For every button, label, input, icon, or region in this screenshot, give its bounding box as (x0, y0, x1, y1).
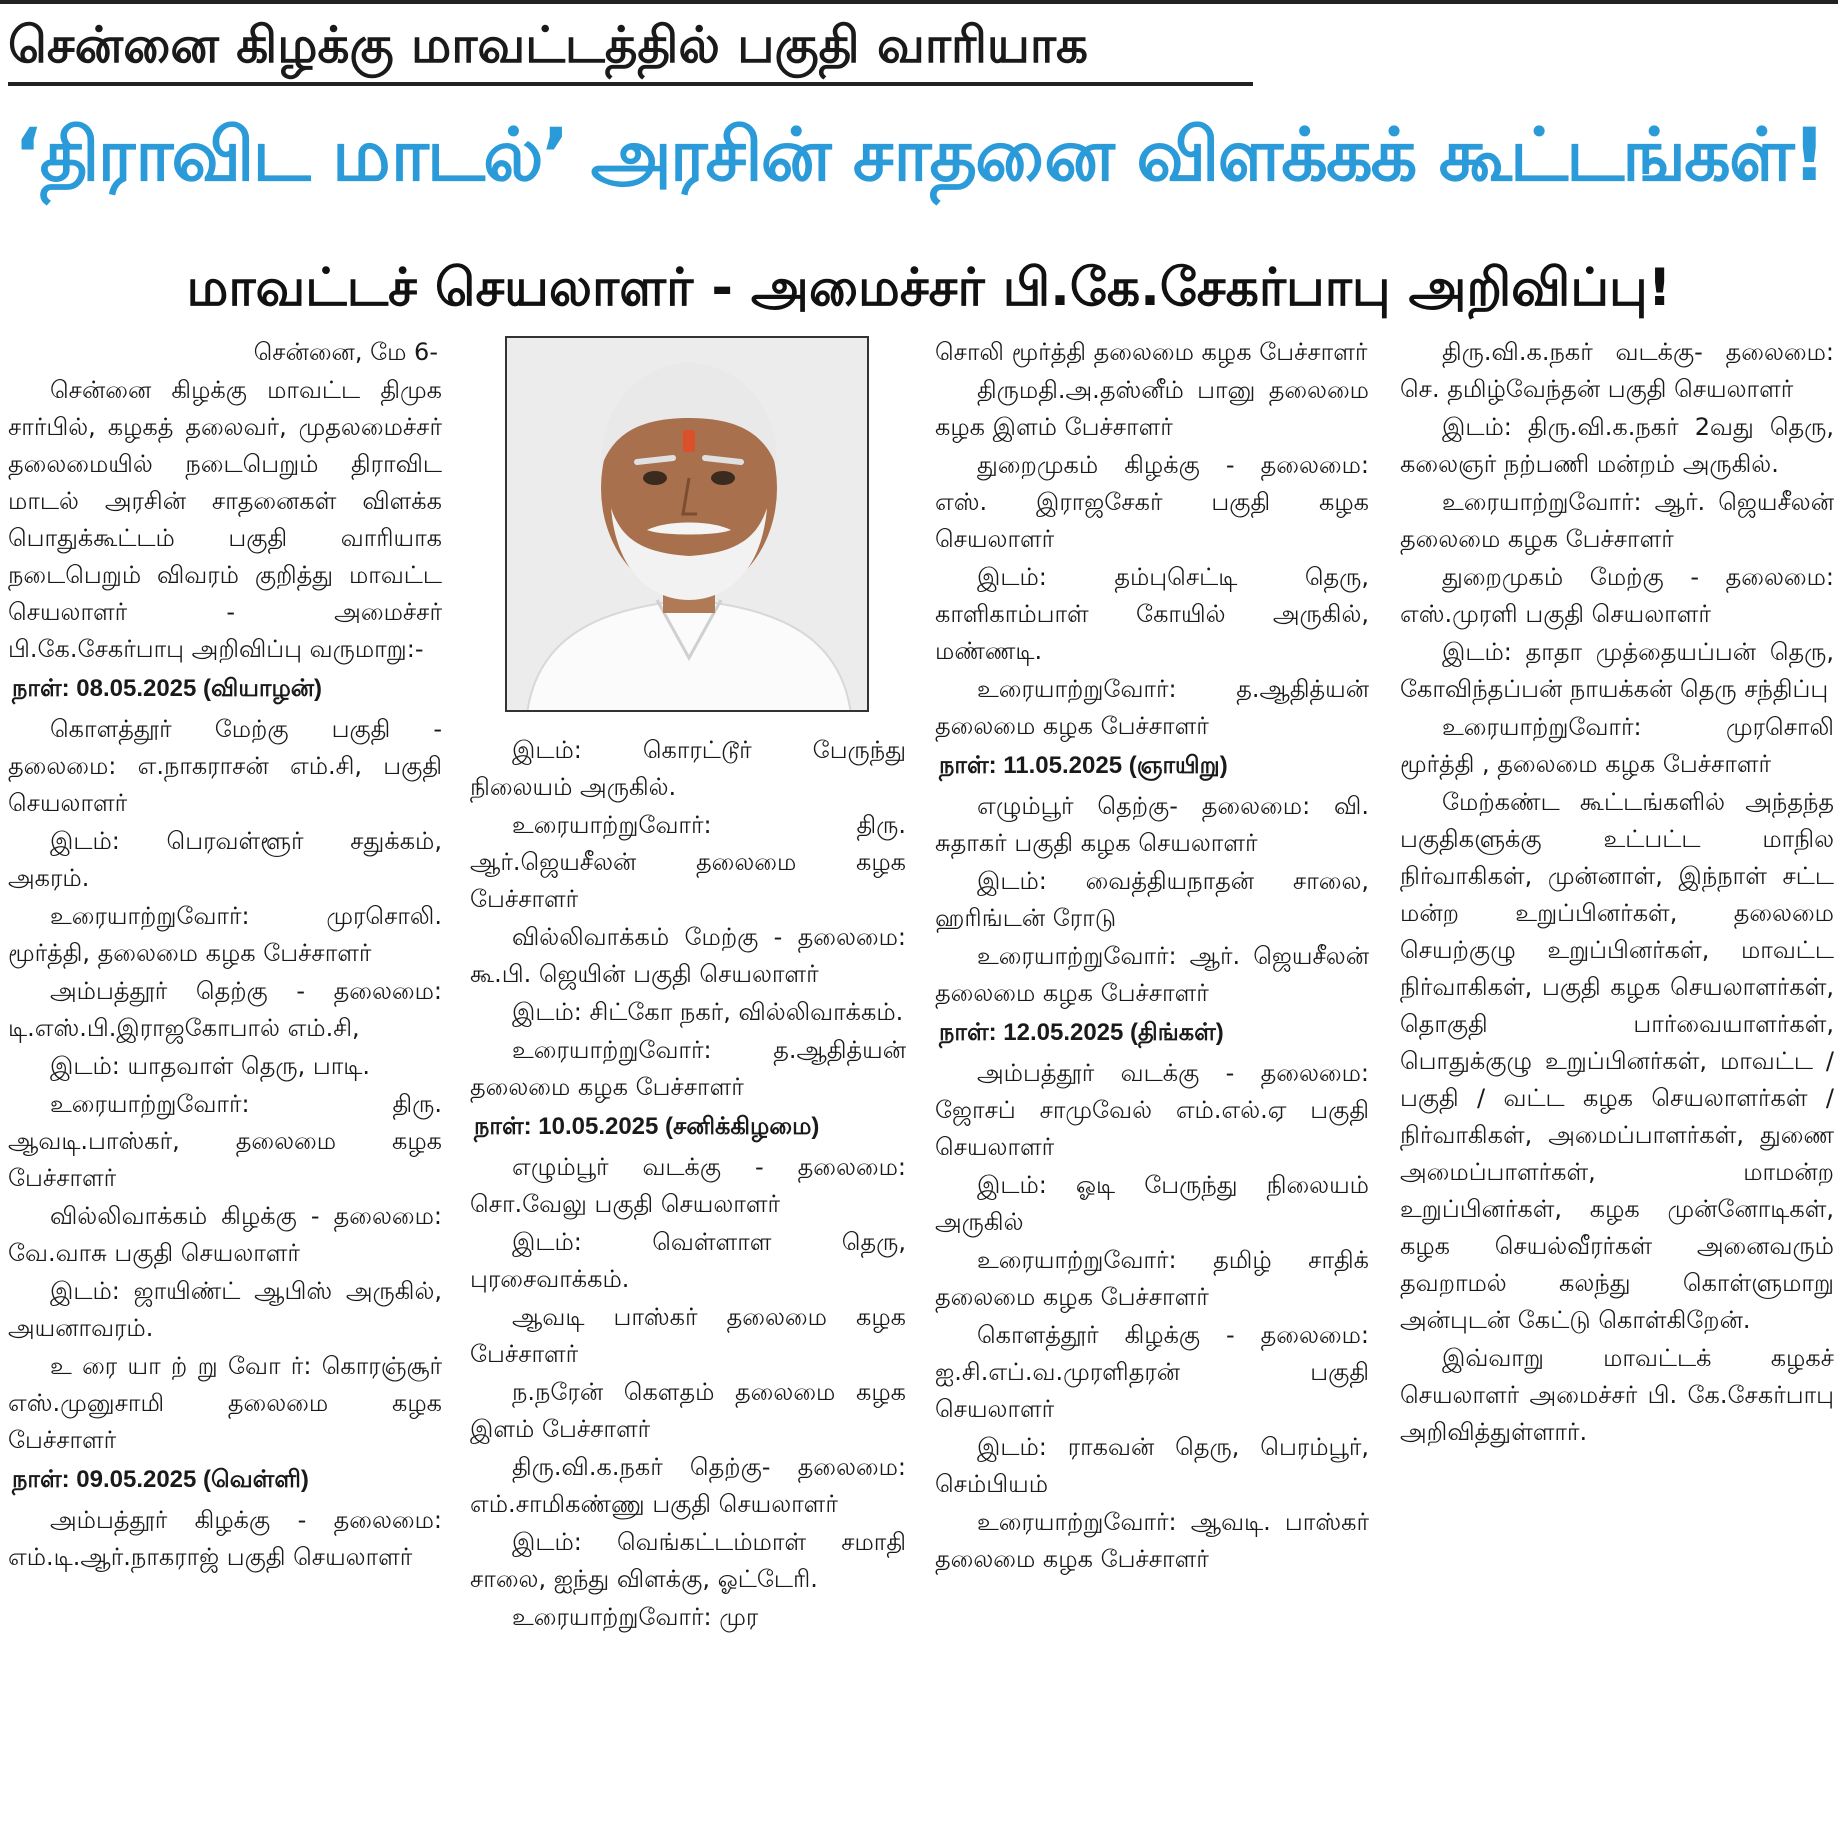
paragraph: உரையாற்றுவோர்: த.ஆதித்யன் தலைமை கழக பேச்சாளர் (935, 675, 1369, 740)
paragraph: ஆவடி பாஸ்கர் தலைமை கழக பேச்சாளர் (470, 1303, 906, 1368)
paragraph: இடம்: ராகவன் தெரு, பெரம்பூர், செம்பியம் (935, 1433, 1369, 1498)
paragraph: வில்லிவாக்கம் மேற்கு - தலைமை: கூ.பி. ஜெயின் பகுதி செயலாளர் (470, 923, 906, 988)
paragraph: சொலி மூர்த்தி தலைமை கழக பேச்சாளர் (935, 338, 1368, 366)
kicker: சென்னை கிழக்கு மாவட்டத்தில் பகுதி வாரியாக (8, 16, 1088, 74)
paragraph: உரையாற்றுவோர்: திரு. ஆர்.ஜெயசீலன் தலைமை கழக பேச்சாளர் (470, 811, 906, 913)
paragraph: துறைமுகம் கிழக்கு - தலைமை: எஸ். இராஜசேகர் பகுதி கழக செயலாளர் (935, 451, 1369, 553)
paragraph: இடம்: வெள்ளாள தெரு, புரசைவாக்கம். (470, 1228, 906, 1293)
intro-paragraph: சென்னை கிழக்கு மாவட்ட திமுக சார்பில், கழகத் தலைவர், முதலமைச்சர் தலைமையில் நடைபெறும் திராவிட மாடல் அரசின் சாதனைகள் விளக்க பொதுக்கூட்டம் பகுதி வாரியாக நடைபெறும் விவரம் குறித்து மாவட்ட செயலாளர் - அமைச்சர் பி.கே.சேகர்பாபு அறிவிப்பு வருமாறு:- (8, 376, 442, 663)
paragraph: உரையாற்றுவோர்: தமிழ் சாதிக் தலைமை கழக பேச்சாளர் (935, 1246, 1369, 1311)
paragraph: அம்பத்தூர் கிழக்கு - தலைமை: எம்.டி.ஆர்.நாகராஜ் பகுதி செயலாளர் (8, 1506, 442, 1571)
paragraph: இடம்: திரு.வி.க.நகர் 2வது தெரு, கலைஞர் நற்பணி மன்றம் அருகில். (1400, 413, 1834, 478)
paragraph: துறைமுகம் மேற்கு - தலைமை: எஸ்.முரளி பகுதி செயலாளர் (1400, 563, 1834, 628)
subheadline: மாவட்டச் செயலாளர் - அமைச்சர் பி.கே.சேகர்பாபு அறிவிப்பு! (186, 258, 1672, 318)
paragraph: வில்லிவாக்கம் கிழக்கு - தலைமை: வே.வாசு பகுதி செயலாளர் (8, 1202, 442, 1267)
column-3 (935, 334, 1369, 1579)
column-2 (470, 732, 906, 1637)
paragraph: உரையாற்றுவோர்: ஆர். ஜெயசீலன் தலைமை கழக பேச்சாளர் (935, 942, 1369, 1007)
paragraph: இடம்: பெரவள்ளூர் சதுக்கம், அகரம். (8, 827, 442, 892)
paragraph: ந.நரேன் கௌதம் தலைமை கழக இளம் பேச்சாளர் (470, 1378, 906, 1443)
paragraph: இடம்: ஜாயிண்ட் ஆபிஸ் அருகில், அயனாவரம். (8, 1277, 442, 1342)
top-rule (0, 0, 1838, 4)
date-heading: நாள்: 12.05.2025 (திங்கள்) (939, 1019, 1224, 1046)
paragraph: உரையாற்றுவோர்: முரசொலி. மூர்த்தி, தலைமை கழக பேச்சாளர் (8, 902, 442, 967)
paragraph: உரையாற்றுவோர்: திரு. ஆவடி.பாஸ்கர், தலைமை கழக பேச்சாளர் (8, 1090, 442, 1192)
paragraph: திருமதி.அ.தஸ்னீம் பானு தலைமை கழக இளம் பேச்சாளர் (935, 376, 1369, 441)
paragraph: அம்பத்தூர் வடக்கு - தலைமை: ஜோசப் சாமுவேல் எம்.எல்.ஏ பகுதி செயலாளர் (935, 1059, 1369, 1161)
paragraph: உ ரை யா ற் று வோ ர்: கொரஞ்சூர் எஸ்.முனுசாமி தலைமை கழக பேச்சாளர் (8, 1352, 442, 1454)
paragraph: உரையாற்றுவோர்: முரசொலி மூர்த்தி , தலைமை கழக பேச்சாளர் (1400, 713, 1834, 778)
portrait-image (507, 338, 869, 712)
paragraph: இடம்: ஓடி பேருந்து நிலையம் அருகில் (935, 1171, 1369, 1236)
paragraph: இடம்: வெங்கட்டம்மாள் சமாதி சாலை, ஐந்து விளக்கு, ஓட்டேரி. (470, 1528, 906, 1593)
column-1 (8, 334, 442, 1577)
paragraph: இடம்: யாதவாள் தெரு, பாடி. (50, 1052, 370, 1080)
paragraph: உரையாற்றுவோர்: ஆர். ஜெயசீலன் தலைமை கழக பேச்சாளர் (1400, 488, 1834, 553)
paragraph: கொளத்தூர் மேற்கு பகுதி - தலைமை: எ.நாகராசன் எம்.சி, பகுதி செயலாளர் (8, 715, 442, 817)
paragraph: இடம்: தாதா முத்தையப்பன் தெரு, கோவிந்தப்பன் நாயக்கன் தெரு சந்திப்பு (1400, 638, 1834, 703)
paragraph: இடம்: சிட்கோ நகர், வில்லிவாக்கம். (512, 998, 904, 1026)
paragraph: கொளத்தூர் கிழக்கு - தலைமை: ஐ.சி.எப்.வ.முரளிதரன் பகுதி செயலாளர் (935, 1321, 1369, 1423)
date-heading: நாள்: 10.05.2025 (சனிக்கிழமை) (474, 1113, 820, 1140)
paragraph: உரையாற்றுவோர்: த.ஆதித்யன் தலைமை கழக பேச்சாளர் (470, 1036, 906, 1101)
signoff-paragraph: இவ்வாறு மாவட்டக் கழகச் செயலாளர் அமைச்சர் பி. கே.சேகர்பாபு அறிவித்துள்ளார். (1400, 1344, 1834, 1446)
date-heading: நாள்: 11.05.2025 (ஞாயிறு) (939, 752, 1228, 779)
paragraph: எழும்பூர் தெற்கு- தலைமை: வி. சுதாகர் பகுதி கழக செயலாளர் (935, 792, 1369, 857)
closing-paragraph: மேற்கண்ட கூட்டங்களில் அந்தந்த பகுதிகளுக்கு உட்பட்ட மாநில நிர்வாகிகள், முன்னாள், இந்நாள் சட்ட மன்ற உறுப்பினர்கள், தலைமை செயற்குழு உறுப்பினர்கள், மாவட்ட நிர்வாகிகள், பகுதி கழக செயலாளர்கள், தொகுதி பார்வையாளர்கள், பொதுக்குழு உறுப்பினர்கள், மாவட்ட / பகுதி / வட்ட கழக செயலாளர்கள் / நிர்வாகிகள், அமைப்பாளர்கள், துணை அமைப்பாளர்கள், மாமன்ற உறுப்பினர்கள், கழக முன்னோடிகள், கழக செயல்வீரர்கள் அனைவரும் தவறாமல் கலந்து கொள்ளுமாறு அன்புடன் கேட்டு கொள்கிறேன். (1400, 788, 1834, 1334)
paragraph: உரையாற்றுவோர்: முர (512, 1603, 759, 1631)
headline: ‘திராவிட மாடல்’ அரசின் சாதனை விளக்கக் கூட்டங்கள்! (14, 113, 1824, 198)
paragraph: திரு.வி.க.நகர் வடக்கு- தலைமை: செ. தமிழ்வேந்தன் பகுதி செயலாளர் (1400, 338, 1834, 403)
column-4 (1400, 334, 1834, 1452)
paragraph: இடம்: வைத்தியநாதன் சாலை, ஹரிங்டன் ரோடு (935, 867, 1369, 932)
paragraph: எழும்பூர் வடக்கு - தலைமை: சொ.வேலு பகுதி செயலாளர் (470, 1153, 906, 1218)
paragraph: இடம்: கொரட்டூர் பேருந்து நிலையம் அருகில். (470, 736, 906, 801)
paragraph: உரையாற்றுவோர்: ஆவடி. பாஸ்கர் தலைமை கழக பேச்சாளர் (935, 1508, 1369, 1573)
kicker-underline (8, 82, 1253, 86)
date-heading: நாள்: 09.05.2025 (வெள்ளி) (12, 1466, 309, 1493)
paragraph: திரு.வி.க.நகர் தெற்கு- தலைமை: எம்.சாமிகண்ணு பகுதி செயலாளர் (470, 1453, 906, 1518)
dateline: சென்னை, மே 6- (253, 338, 438, 366)
paragraph: இடம்: தம்புசெட்டி தெரு, காளிகாம்பாள் கோயில் அருகில், மண்ணடி. (935, 563, 1369, 665)
portrait-photo (505, 336, 869, 712)
date-heading: நாள்: 08.05.2025 (வியாழன்) (12, 675, 323, 702)
paragraph: அம்பத்தூர் தெற்கு - தலைமை: டி.எஸ்.பி.இராஜகோபால் எம்.சி, (8, 977, 442, 1042)
